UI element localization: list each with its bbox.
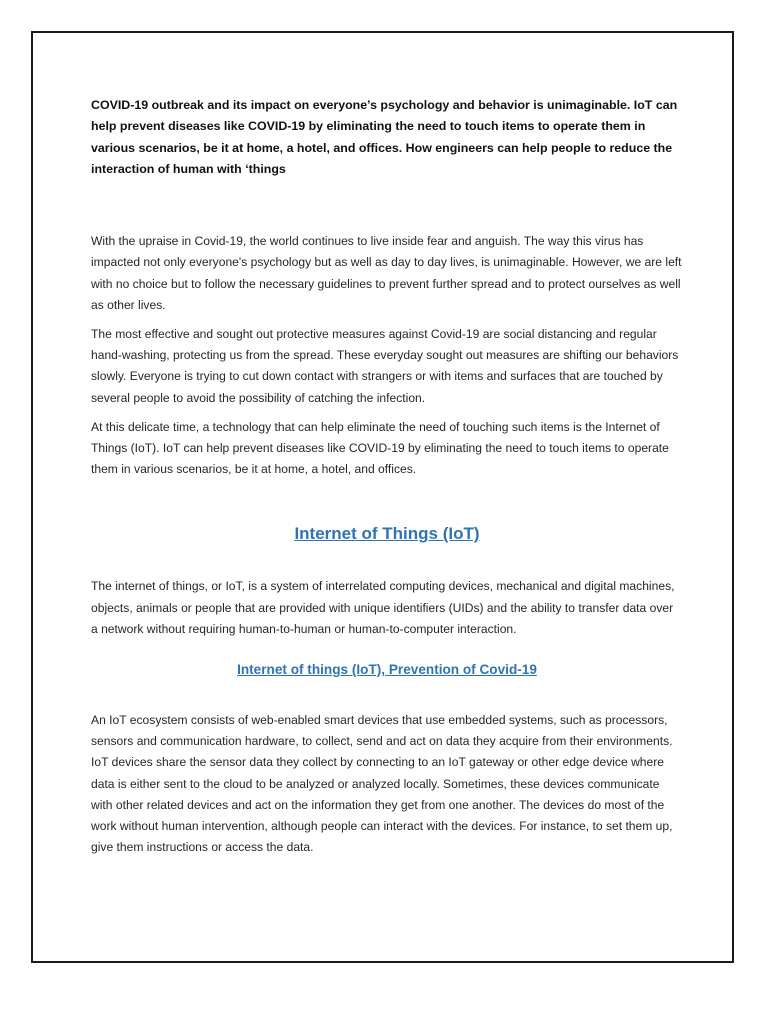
paragraph-iot-ecosystem: An IoT ecosystem consists of web-enabled smart devices that use embedded systems, such as processors, sensors and communication hardware, to collect, send and act on data they acquire from their environments. IoT devices share the sensor data they collect by connecting to an IoT gateway or other edge device where data is either sent to the cloud to be analyzed or analyzed locally. Sometimes, these devices communicate with other related devices and act on the information they get from one another. The devices do most of the work without human intervention, although people can interact with the devices. For instance, to set them up, give them instructions or access the data.: [91, 713, 673, 855]
document-page: [31, 31, 734, 963]
paragraph-upraise: With the upraise in Covid-19, the world continues to live inside fear and anguish. The way this virus has impacted not only everyone's psychology but as well as day to day lives, is unimaginable. However, we are left with no choice but to follow the necessary guidelines to prevent further spread and to protect ourselves as well as other lives.: [91, 234, 682, 312]
heading-internet-of-things: Internet of Things (IoT): [294, 524, 480, 544]
intro-summary: COVID-19 outbreak and its impact on everyone’s psychology and behavior is unimaginable. IoT can help prevent diseases like COVID-19 by eliminating the need to touch items to operate them in various scenarios, be it at home, a hotel, and offices. How engineers can help people to reduce the interaction of human with ‘things: [91, 98, 678, 176]
paragraph-iot-definition: The internet of things, or IoT, is a system of interrelated computing devices, mechanical and digital machines, objects, animals or people that are provided with unique identifiers (UIDs) and the ability to transfer data over a network without requiring human-to-human or human-to-computer interaction.: [91, 579, 675, 636]
paragraph-delicate-time: At this delicate time, a technology that can help eliminate the need of touching such items is the Internet of Things (IoT). IoT can help prevent diseases like COVID-19 by eliminating the need to touch items to operate them in various scenarios, be it at home, a hotel, and offices.: [91, 419, 669, 477]
document-content: [91, 95, 683, 866]
paragraph-protective-measures: The most effective and sought out protective measures against Covid-19 are social distancing and regular hand-washing, protecting us from the spread. These everyday sought out measures are shifting our behaviors slowly. Everyone is trying to cut down contact with strangers or with items and surfaces that are touched by several people to avoid the possibility of catching the infection.: [91, 327, 679, 405]
heading-iot-prevention: Internet of things (IoT), Prevention of Covid-19: [237, 662, 537, 678]
